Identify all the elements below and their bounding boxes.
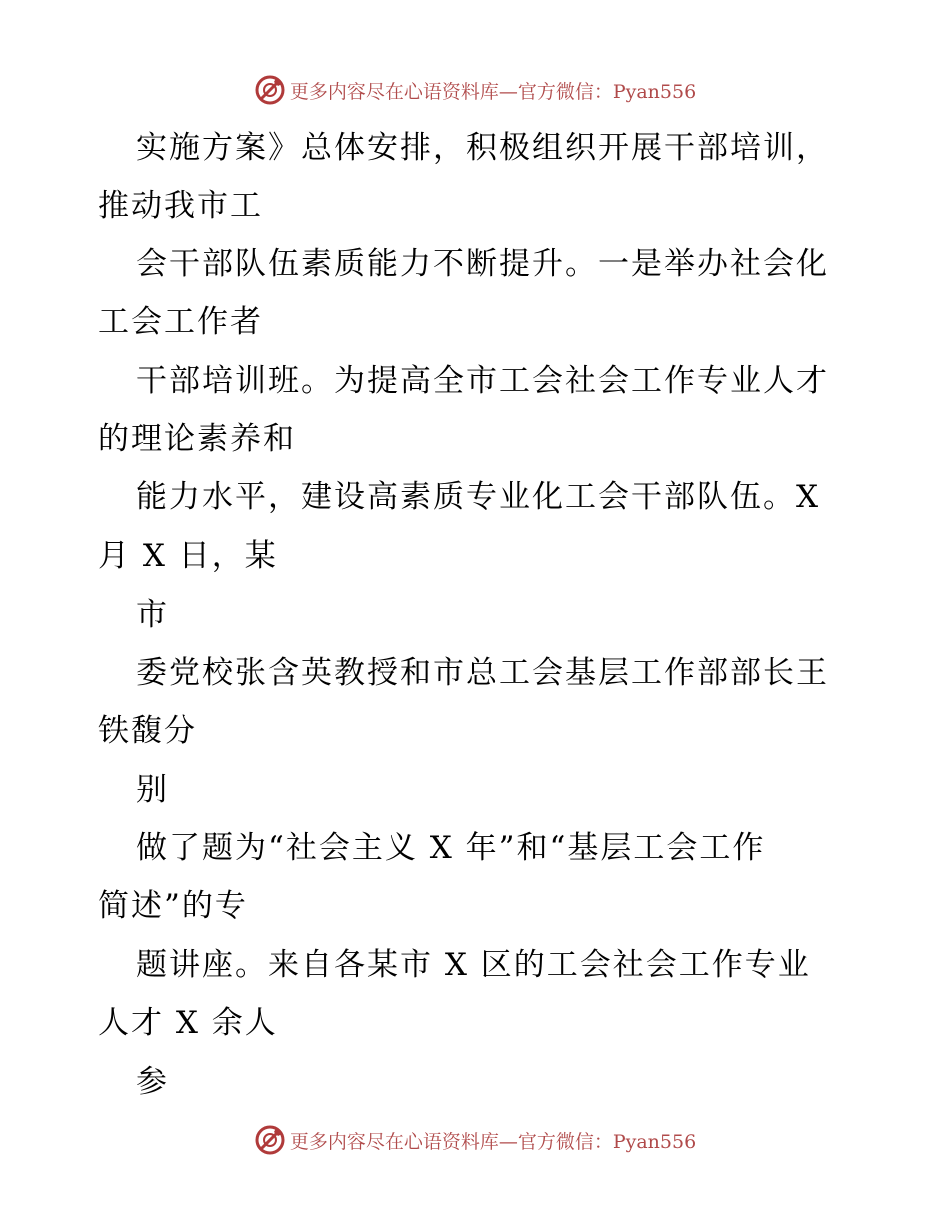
text-line: 会干部队伍素质能力不断提升。一是举办社会化 — [136, 246, 829, 282]
footer-banner-text: 更多内容尽在心语资料库—官方微信：Pyan556 — [289, 1130, 697, 1153]
text-line: 委党校张含英教授和市总工会基层工作部部长王 — [136, 655, 829, 691]
text-line: 简述”的专 — [98, 888, 248, 924]
text-line: 工会工作者 — [98, 304, 263, 340]
logo-icon — [254, 1124, 286, 1156]
text-line: 能力水平，建设高素质专业化工会干部队伍。X — [136, 479, 821, 515]
text-line: 实施方案》总体安排，积极组织开展干部培训， — [136, 130, 829, 166]
text-line: 推动我市工 — [98, 188, 263, 224]
footer-banner — [0, 1120, 950, 1160]
text-line: 参 — [136, 1064, 169, 1100]
text-line: 人才 X 余人 — [98, 1005, 278, 1041]
text-line: 铁馥分 — [98, 713, 197, 749]
text-line: 干部培训班。为提高全市工会社会工作专业人才 — [136, 363, 829, 399]
header-banner-text: 更多内容尽在心语资料库—官方微信：Pyan556 — [289, 80, 697, 103]
text-line: 题讲座。来自各某市 X 区的工会社会工作专业 — [136, 947, 811, 983]
text-line: 做了题为“社会主义 X 年”和“基层工会工作 — [136, 830, 766, 866]
text-line: 市 — [136, 597, 169, 633]
text-line: 月 X 日，某 — [98, 538, 278, 574]
text-line: 别 — [136, 772, 169, 808]
text-line: 的理论素养和 — [98, 421, 296, 457]
